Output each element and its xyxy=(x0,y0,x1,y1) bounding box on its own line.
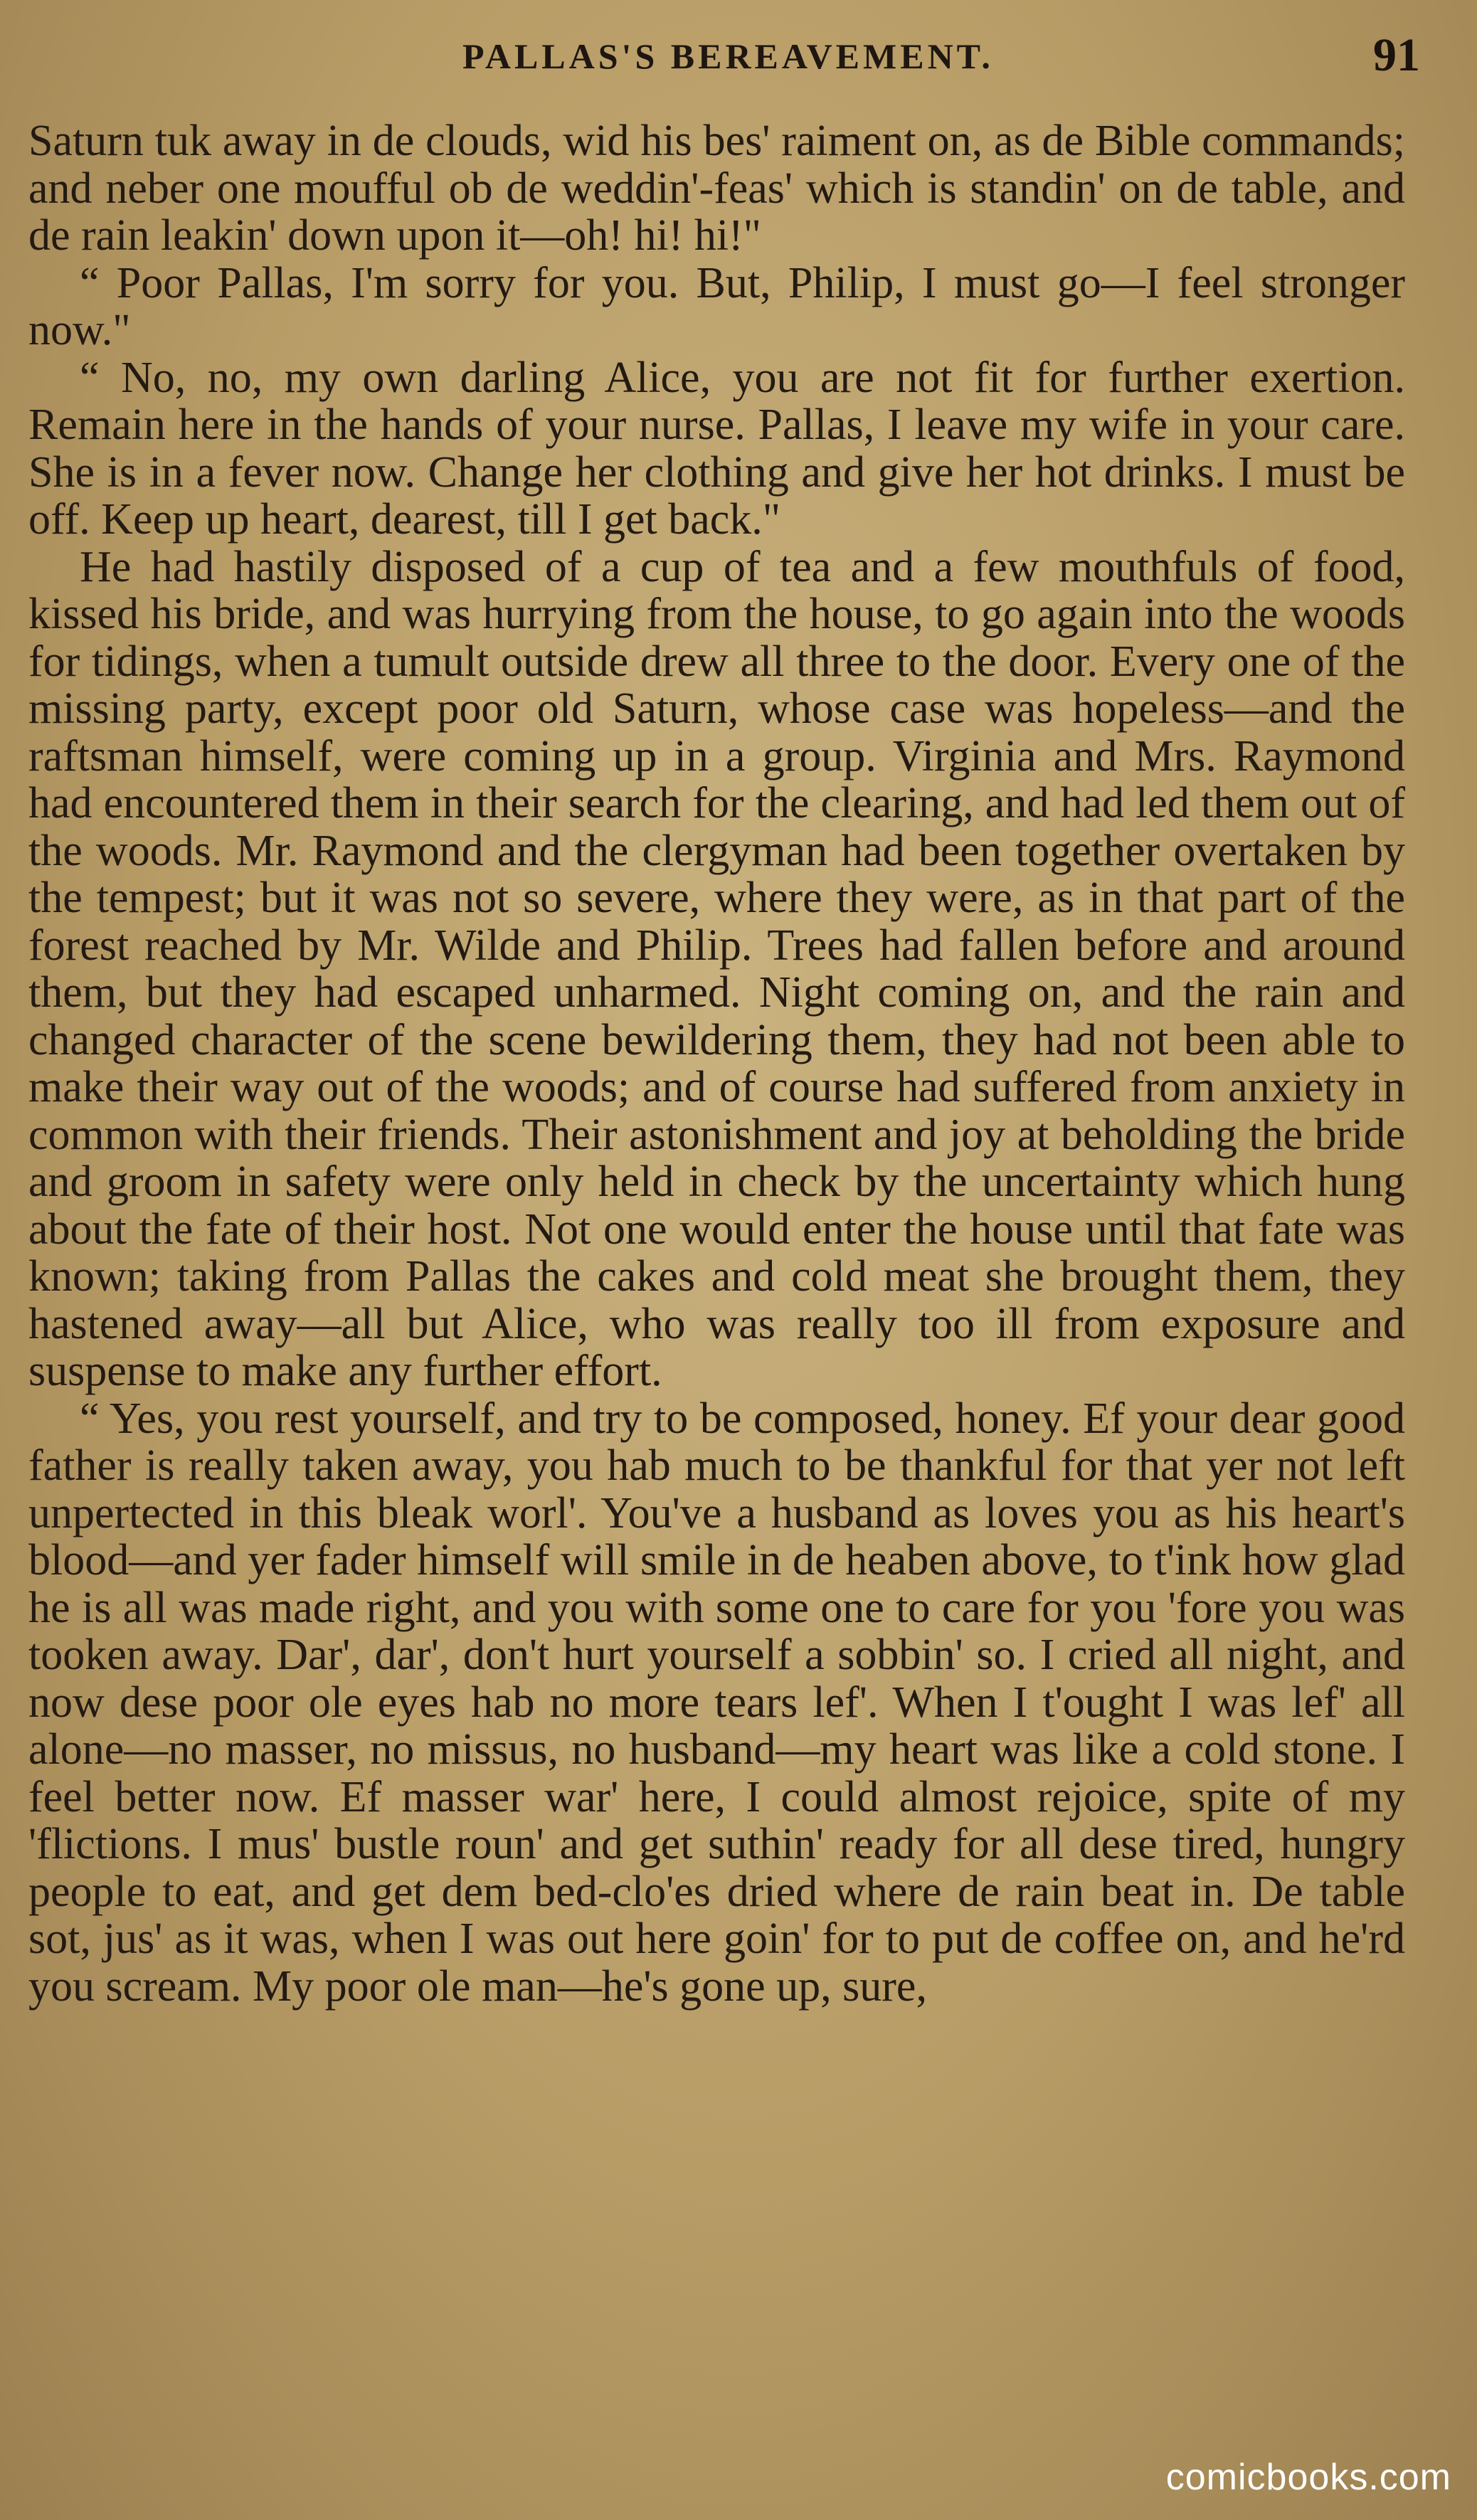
paragraph-narrative: He had hastily disposed of a cup of tea and a few mouthfuls of food, kissed his bride, and was hurrying from the house, to go again into the woods for tidings, when a tumult outside drew all three to the door. Every one of the missing party, except poor old Saturn, whose case was hopeless—and the raftsman himself, were coming up in a group. Virginia and Mrs. Raymond had encountered them in their search for the clearing, and had led them out of the woods. Mr. Raymond and the clergyman had been together overtaken by the tempest; but it was not so severe, where they were, as in that part of the forest reached by Mr. Wilde and Philip. Trees had fallen before and around them, but they had escaped unharmed. Night coming on, and the rain and changed character of the scene bewildering them, they had not been able to make their way out of the woods; and of course had suffered from anxiety in common with their friends. Their astonishment and joy at beholding the bride and groom in safety were only held in check by the uncertainty which hung about the fate of their host. Not one would enter the house until that fate was known; taking from Pallas the cakes and cold meat she brought them, they hastened away—all but Alice, who was really too ill from exposure and suspense to make any further effort. xyxy=(28,542,1405,1395)
running-head: PALLAS'S BEREAVEMENT. xyxy=(462,36,994,76)
page-number: 91 xyxy=(1373,29,1420,81)
page-header xyxy=(0,28,1477,85)
paragraph-philip-speech: “ No, no, my own darling Alice, you are not fit for further exertion. Remain here in the hands of your nurse. Pallas, I leave my wife in your care. She is in a fever now. Change her clothing and give her hot drinks. I must be off. Keep up heart, dearest, till I get back." xyxy=(28,353,1405,544)
paragraph-pallas-speech: “ Yes, you rest yourself, and try to be composed, honey. Ef your dear good father is really taken away, you hab much to be thankful for that yer not left unpertected in this bleak worl'. You've a husband as loves you as his heart's blood—and yer fader himself will smile in de heaben above, to t'ink how glad he is all was made right, and you with some one to care for you 'fore you was tooken away. Dar', dar', don't hurt yourself a sobbin' so. I cried all night, and now dese poor ole eyes hab no more tears lef'. When I t'ought I was lef' all alone—no masser, no missus, no husband—my heart was like a cold stone. I feel better now. Ef masser war' here, I could almost rejoice, spite of my 'flictions. I mus' bustle roun' and get suthin' ready for all dese tired, hungry people to eat, and get dem bed-clo'es dried where de rain beat in. De table sot, jus' as it was, when I was out here goin' for to put de coffee on, and he'rd you scream. My poor ole man—he's gone up, sure, xyxy=(28,1394,1405,2011)
paragraph-continued: Saturn tuk away in de clouds, wid his bes' raiment on, as de Bible commands; and neber one moufful ob de weddin'-feas' which is standin' on de table, and de rain leakin' down upon it—oh! hi! hi!" xyxy=(28,117,1405,260)
body-text xyxy=(28,117,1405,2010)
watermark: comicbooks.com xyxy=(1165,2457,1451,2498)
paragraph-alice-speech: “ Poor Pallas, I'm sorry for you. But, Philip, I must go—I feel stronger now." xyxy=(28,258,1405,354)
